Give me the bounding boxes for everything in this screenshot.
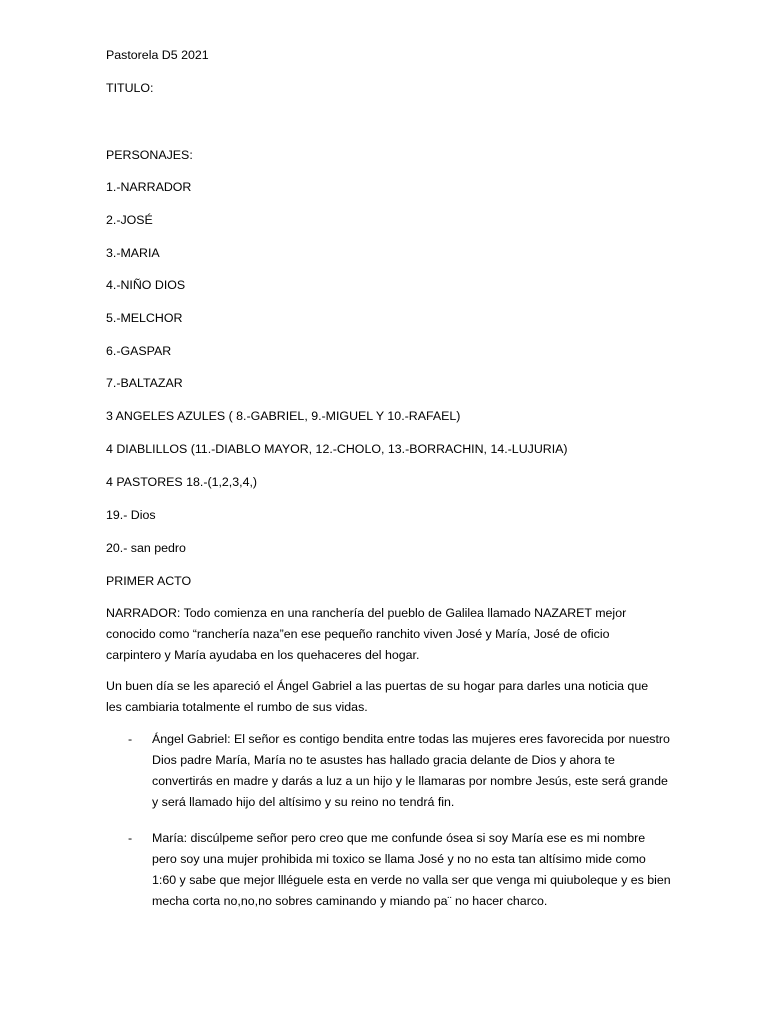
character-item: 20.- san pedro (106, 541, 186, 555)
character-item: 4 PASTORES 18.-(1,2,3,4,) (106, 475, 258, 489)
character-item: 2.-JOSÉ (106, 213, 153, 227)
character-item: 5.-MELCHOR (106, 311, 183, 325)
character-item: 7.-BALTAZAR (106, 376, 183, 390)
dialogue-item (128, 828, 671, 912)
act-heading: PRIMER ACTO (106, 574, 192, 588)
titulo-label: TITULO: (106, 81, 154, 95)
character-item: 3.-MARIA (106, 246, 160, 260)
character-item: 19.- Dios (106, 508, 156, 522)
dialogue-text: María: discúlpeme señor pero creo que me confunde ósea si soy María ese es mi nombre pero soy una mujer prohibida mi toxico se llama José y no no esta tan altísimo mide como 1:60 y sabe que mejor llléguele esta en verde no valla ser que venga mi quiuboleque y es bien mecha corta no,no,no sobres caminando y miando pa¨ no hacer charco. (152, 831, 671, 908)
character-item: 4 DIABLILLOS (11.-DIABLO MAYOR, 12.-CHOLO, 13.-BORRACHIN, 14.-LUJURIA) (106, 442, 568, 456)
character-item: 1.-NARRADOR (106, 180, 192, 194)
dialogue-dash: - (128, 831, 133, 845)
document-title: Pastorela D5 2021 (106, 48, 209, 62)
character-item: 6.-GASPAR (106, 344, 172, 358)
dialogue-text: Ángel Gabriel: El señor es contigo bendita entre todas las mujeres eres favorecida por nuestro Dios padre María, María no te asustes has hallado gracia delante de Dios y ahora te convertirás en madre y darás a luz a un hijo y le llamaras por nombre Jesús, este será grande y será llamado hijo del altísimo y su reino no tendrá fin. (152, 732, 670, 809)
narrator-paragraph: NARRADOR: Todo comienza en una ranchería del pueblo de Galilea llamado NAZARET mejor conocido como “ranchería naza”en ese pequeño ranchito viven José y María, José de oficio carpintero y María ayudaba en los quehaceres del hogar. (106, 606, 627, 662)
intro-paragraph: Un buen día se les apareció el Ángel Gabriel a las puertas de su hogar para darles una noticia que les cambiaria totalmente el rumbo de sus vidas. (106, 679, 649, 714)
character-item: 4.-NIÑO DIOS (106, 278, 186, 292)
dialogue-item (128, 729, 668, 813)
character-item: 3 ANGELES AZULES ( 8.-GABRIEL, 9.-MIGUEL Y 10.-RAFAEL) (106, 409, 461, 423)
dialogue-dash: - (128, 732, 133, 746)
characters-heading: PERSONAJES: (106, 148, 193, 162)
